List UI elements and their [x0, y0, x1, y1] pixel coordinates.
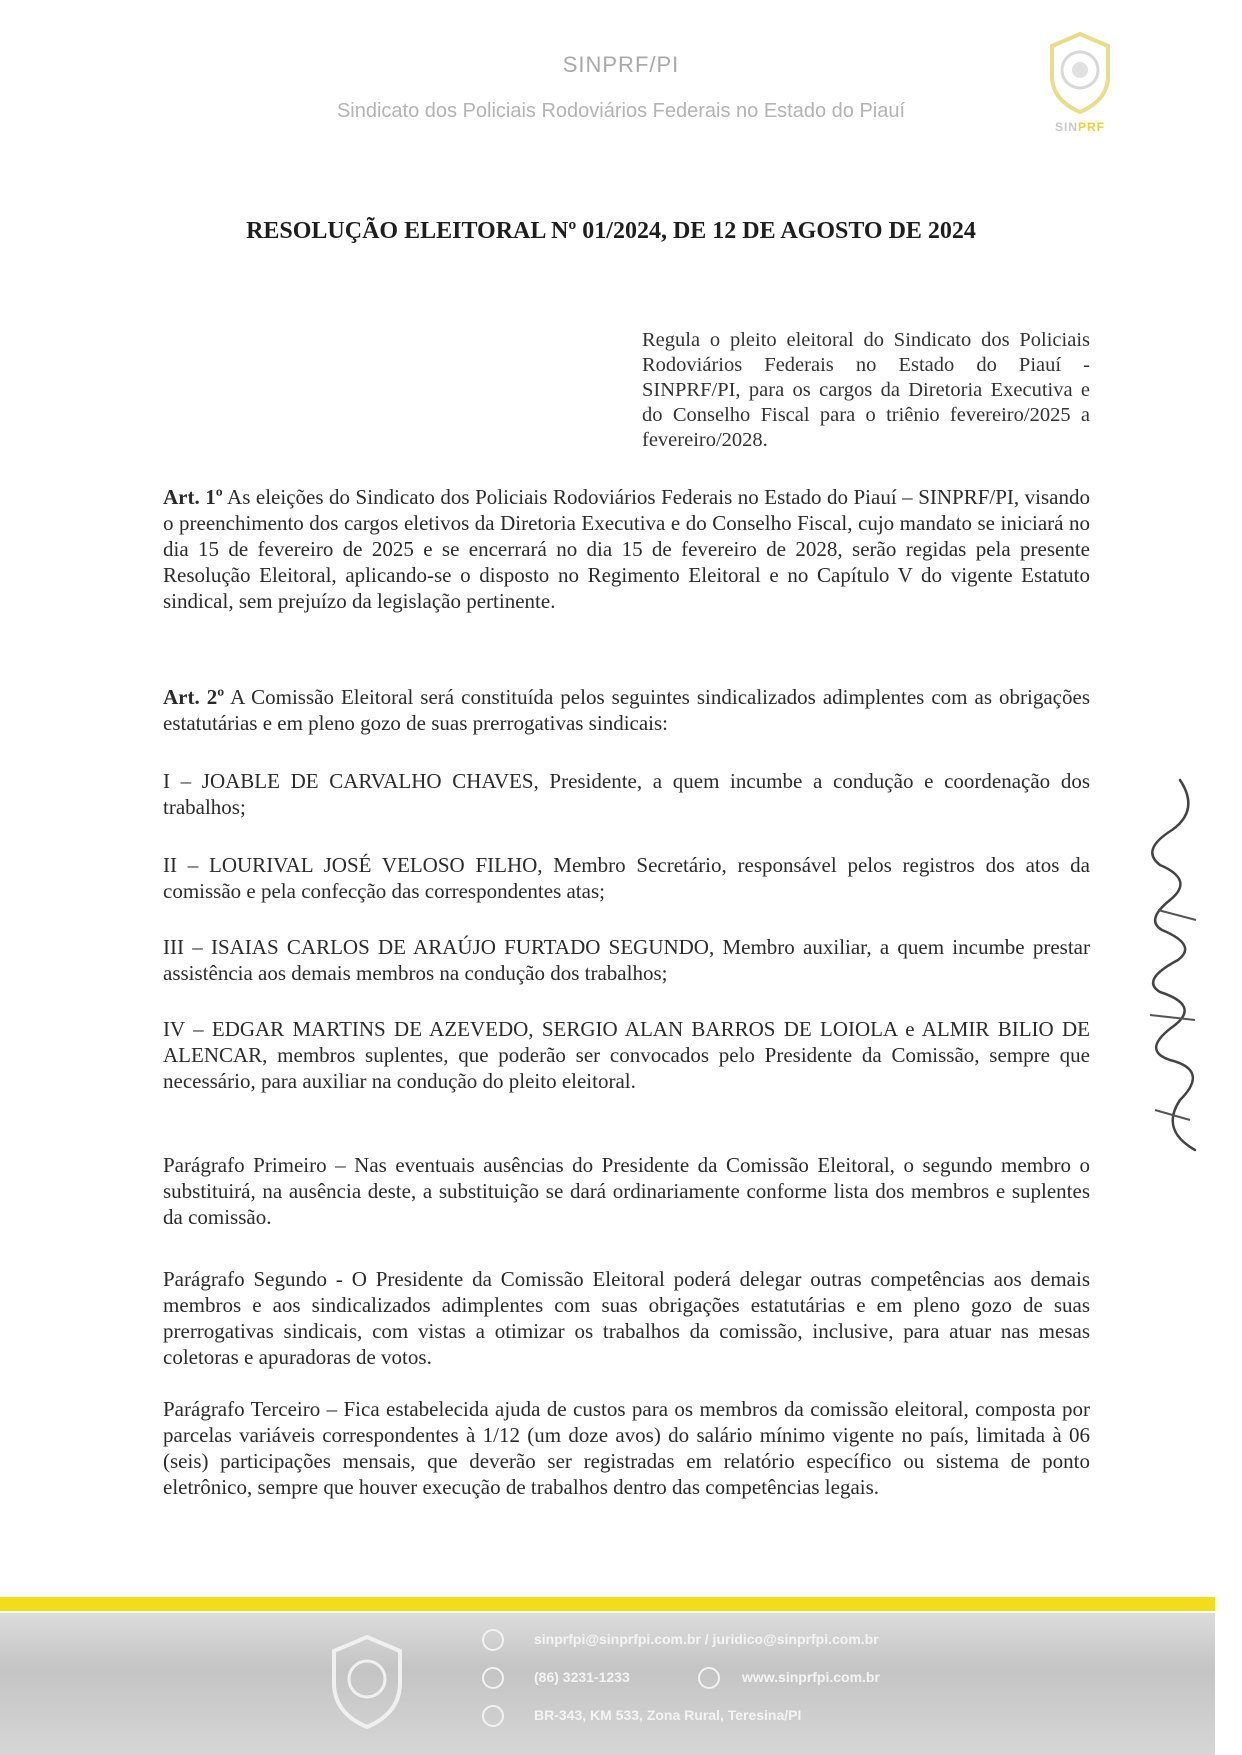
footer-phone: (86) 3231-1233 [534, 1669, 630, 1685]
handwritten-signature [1100, 770, 1230, 1160]
footer-accent-bar [0, 1597, 1215, 1611]
document-summary: Regula o pleito eleitoral do Sindicato dos Policiais Rodoviários Federais no Estado do Piauí - SINPRF/PI, para os cargos da Diretoria Executiva e do Conselho Fiscal para o triênio fevereiro/2025 a fevereiro/2028. [642, 329, 1090, 451]
sinprf-logo [1040, 28, 1120, 138]
logo-caption: SINPRF [1054, 120, 1105, 134]
footer-site: www.sinprfpi.com.br [742, 1669, 880, 1685]
list-item-i: I – JOABLE DE CARVALHO CHAVES, Presidente, a quem incumbe a condução e coordenação dos trabalhos; [163, 769, 1090, 819]
article-2-text: A Comissão Eleitoral será constituída pelos seguintes sindicalizados adimplentes com as obrigações estatutárias e em pleno gozo de suas prerrogativas sindicais: [163, 685, 1091, 735]
paragraph-second: Parágrafo Segundo - O Presidente da Comissão Eleitoral poderá delegar outras competências aos demais membros e aos sindicalizados adimplentes com suas obrigações estatutárias e em pleno gozo de suas prerrogativas sindicais, com vistas a otimizar os trabalhos da comissão, inclusive, para atuar nas mesas coletoras e apuradoras de votos. [163, 1267, 1090, 1369]
article-1-text: As eleições do Sindicato dos Policiais Rodoviários Federais no Estado do Piauí – SINPRF/PI, visando o preenchimento dos cargos eletivos da Diretoria Executiva e do Conselho Fiscal, cujo mandato se iniciará no dia 15 de fevereiro de 2025 e se encerrará no dia 15 de fevereiro de 2028, serão regidas pela presente Resolução Eleitoral, aplicando-se o disposto no Regimento Eleitoral e no Capítulo V do vigente Estatuto sindical, sem prejuízo da legislação pertinente. [163, 485, 1090, 613]
list-item-iv: IV – EDGAR MARTINS DE AZEVEDO, SERGIO ALAN BARROS DE LOIOLA e ALMIR BILIO DE ALENCAR, membros suplentes, que poderão ser convocados pelo Presidente da Comissão, sempre que necessário, para auxiliar na condução do pleito eleitoral. [163, 1017, 1090, 1093]
paragraph-first: Parágrafo Primeiro – Nas eventuais ausências do Presidente da Comissão Eleitoral, o segundo membro o substituirá, na ausência deste, a substituição se dará ordinariamente conforme lista dos membros e suplentes da comissão. [163, 1153, 1090, 1229]
article-2 [163, 684, 1090, 736]
whatsapp-icon [482, 1667, 504, 1689]
paragraph-third: Parágrafo Terceiro – Fica estabelecida ajuda de custos para os membros da comissão eleitoral, composta por parcelas variáveis correspondentes à 1/12 (um doze avos) do salário mínimo vigente no país, limitada à 06 (seis) participações mensais, que deverão ser registradas em relatório específico ou sistema de ponto eletrônico, sempre que houver execução de trabalhos dentro das competências legais. [163, 1397, 1090, 1499]
location-icon [482, 1705, 504, 1727]
footer-email: sinprfpi@sinprfpi.com.br / juridico@sinprfpi.com.br [534, 1631, 879, 1647]
badge-icon [1040, 28, 1120, 118]
document-title: RESOLUÇÃO ELEITORAL Nº 01/2024, DE 12 DE AGOSTO DE 2024 [246, 218, 976, 244]
footer-logo-icon [322, 1631, 412, 1741]
list-item-ii: II – LOURIVAL JOSÉ VELOSO FILHO, Membro Secretário, responsável pelos registros dos atos da comissão e pela confecção das correspondentes atas; [163, 853, 1090, 903]
organization-full-name: Sindicato dos Policiais Rodoviários Federais no Estado do Piauí [336, 100, 906, 122]
footer-address: BR-343, KM 533, Zona Rural, Teresina/PI [534, 1707, 802, 1723]
web-icon [698, 1667, 720, 1689]
email-icon [482, 1629, 504, 1651]
list-item-iii: III – ISAIAS CARLOS DE ARAÚJO FURTADO SEGUNDO, Membro auxiliar, a quem incumbe prestar assistência aos demais membros na condução dos trabalhos; [163, 935, 1090, 985]
article-1-label: Art. 1º [163, 485, 223, 509]
page-footer [0, 1597, 1242, 1755]
article-1 [163, 484, 1090, 614]
organization-name: SINPRF/PI [562, 52, 680, 77]
article-2-label: Art. 2º [163, 685, 225, 709]
